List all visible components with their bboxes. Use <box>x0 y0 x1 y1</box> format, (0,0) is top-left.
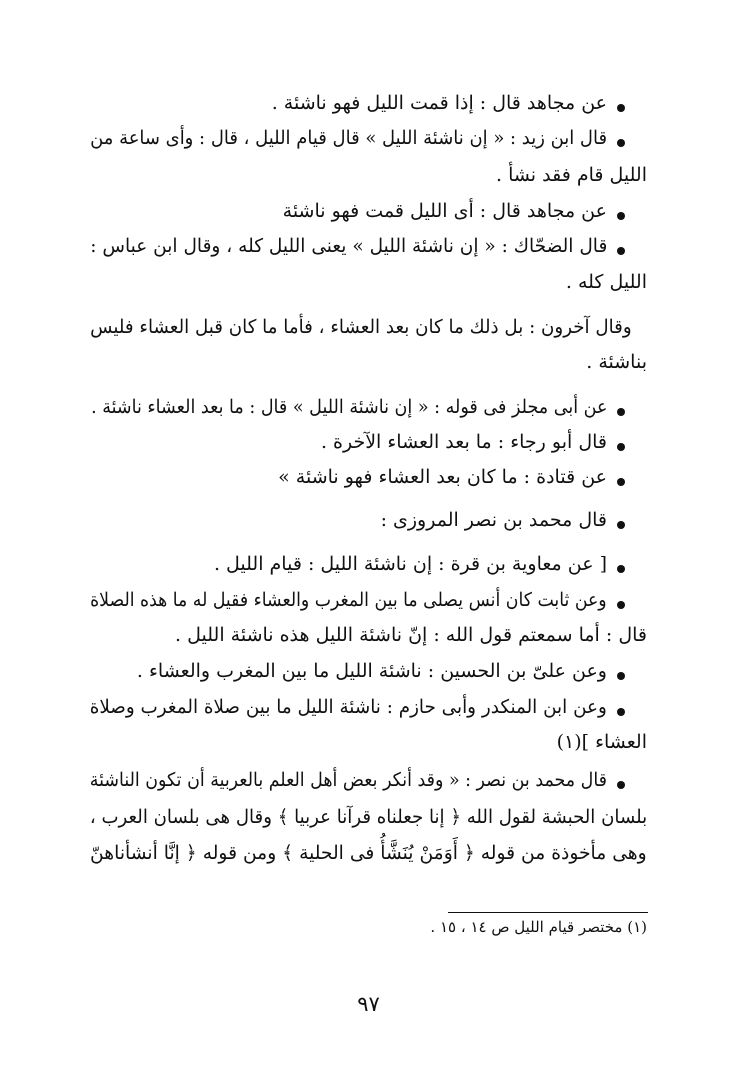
text-line: [ عن معاوية بن قرة : إن ناشئة الليل : قيام الليل . <box>213 553 607 575</box>
text-line: قال : أما سمعتم قول الله : إنّ ناشئة الليل هذه ناشئة الليل . <box>175 624 647 646</box>
bullet <box>617 478 625 486</box>
text-line: وعن ابن المنكدر وأبى حازم : ناشئة الليل ما بين صلاة المغرب وصلاة <box>89 696 607 718</box>
text-line: وقال آخرون : بل ذلك ما كان بعد العشاء ، فأما ما كان قبل العشاء فليس <box>90 316 632 338</box>
text-line: قال محمد بن نصر : « وقد أنكر بعض أهل العلم بالعربية أن تكون الناشئة <box>89 769 607 791</box>
text-line: الليل كله . <box>565 271 647 293</box>
bullet <box>617 565 625 573</box>
text-line: بلسان الحبشة لقول الله ﴿ إنا جعلناه قرآنا عربيا ﴾ وقال هى بلسان العرب ، <box>89 806 647 828</box>
text-line: قال الضحّاك : « إن ناشئة الليل » يعنى الليل كله ، وقال ابن عباس : <box>89 235 607 257</box>
footnote-divider <box>448 912 648 913</box>
page-number: ٩٧ <box>357 992 380 1016</box>
bullet <box>617 139 625 147</box>
bullet <box>617 521 625 529</box>
text-line: عن مجاهد قال : إذا قمت الليل فهو ناشئة . <box>271 92 607 114</box>
text-line: العشاء ](١) <box>556 731 647 753</box>
bullet <box>617 408 625 416</box>
bullet <box>617 708 625 716</box>
text-line: بناشئة . <box>586 351 647 373</box>
text-line: الليل قام فقد نشأ . <box>495 164 647 186</box>
footnote: (١) مختصر قيام الليل ص ١٤ ، ١٥ . <box>430 918 647 936</box>
bullet <box>617 443 625 451</box>
bullet <box>617 601 625 609</box>
text-line: وعن علىّ بن الحسين : ناشئة الليل ما بين المغرب والعشاء . <box>136 660 607 682</box>
text-line: قال ابن زيد : « إن ناشئة الليل » قال قيام الليل ، قال : وأى ساعة من <box>90 127 607 149</box>
bullet <box>617 247 625 255</box>
bullet <box>617 212 625 220</box>
text-line: وعن ثابت كان أنس يصلى ما بين المغرب والعشاء فقيل له ما هذه الصلاة <box>90 589 607 611</box>
text-line: عن أبى مجلز فى قوله : « إن ناشئة الليل » قال : ما بعد العشاء ناشئة . <box>90 396 607 418</box>
bullet <box>617 672 625 680</box>
text-line: وهى مأخوذة من قوله ﴿ أَوَمَنْ يُنَشَّأُ فى الحلية ﴾ ومن قوله ﴿ إنَّا أنشأناهنّ <box>90 842 647 864</box>
text-line: عن قتادة : ما كان بعد العشاء فهو ناشئة » <box>278 466 607 488</box>
text-line: قال أبو رجاء : ما بعد العشاء الآخرة . <box>320 431 607 453</box>
text-line: عن مجاهد قال : أى الليل قمت فهو ناشئة <box>282 200 607 222</box>
text-line: قال محمد بن نصر المروزى : <box>380 509 607 531</box>
bullet <box>617 781 625 789</box>
bullet <box>617 104 625 112</box>
